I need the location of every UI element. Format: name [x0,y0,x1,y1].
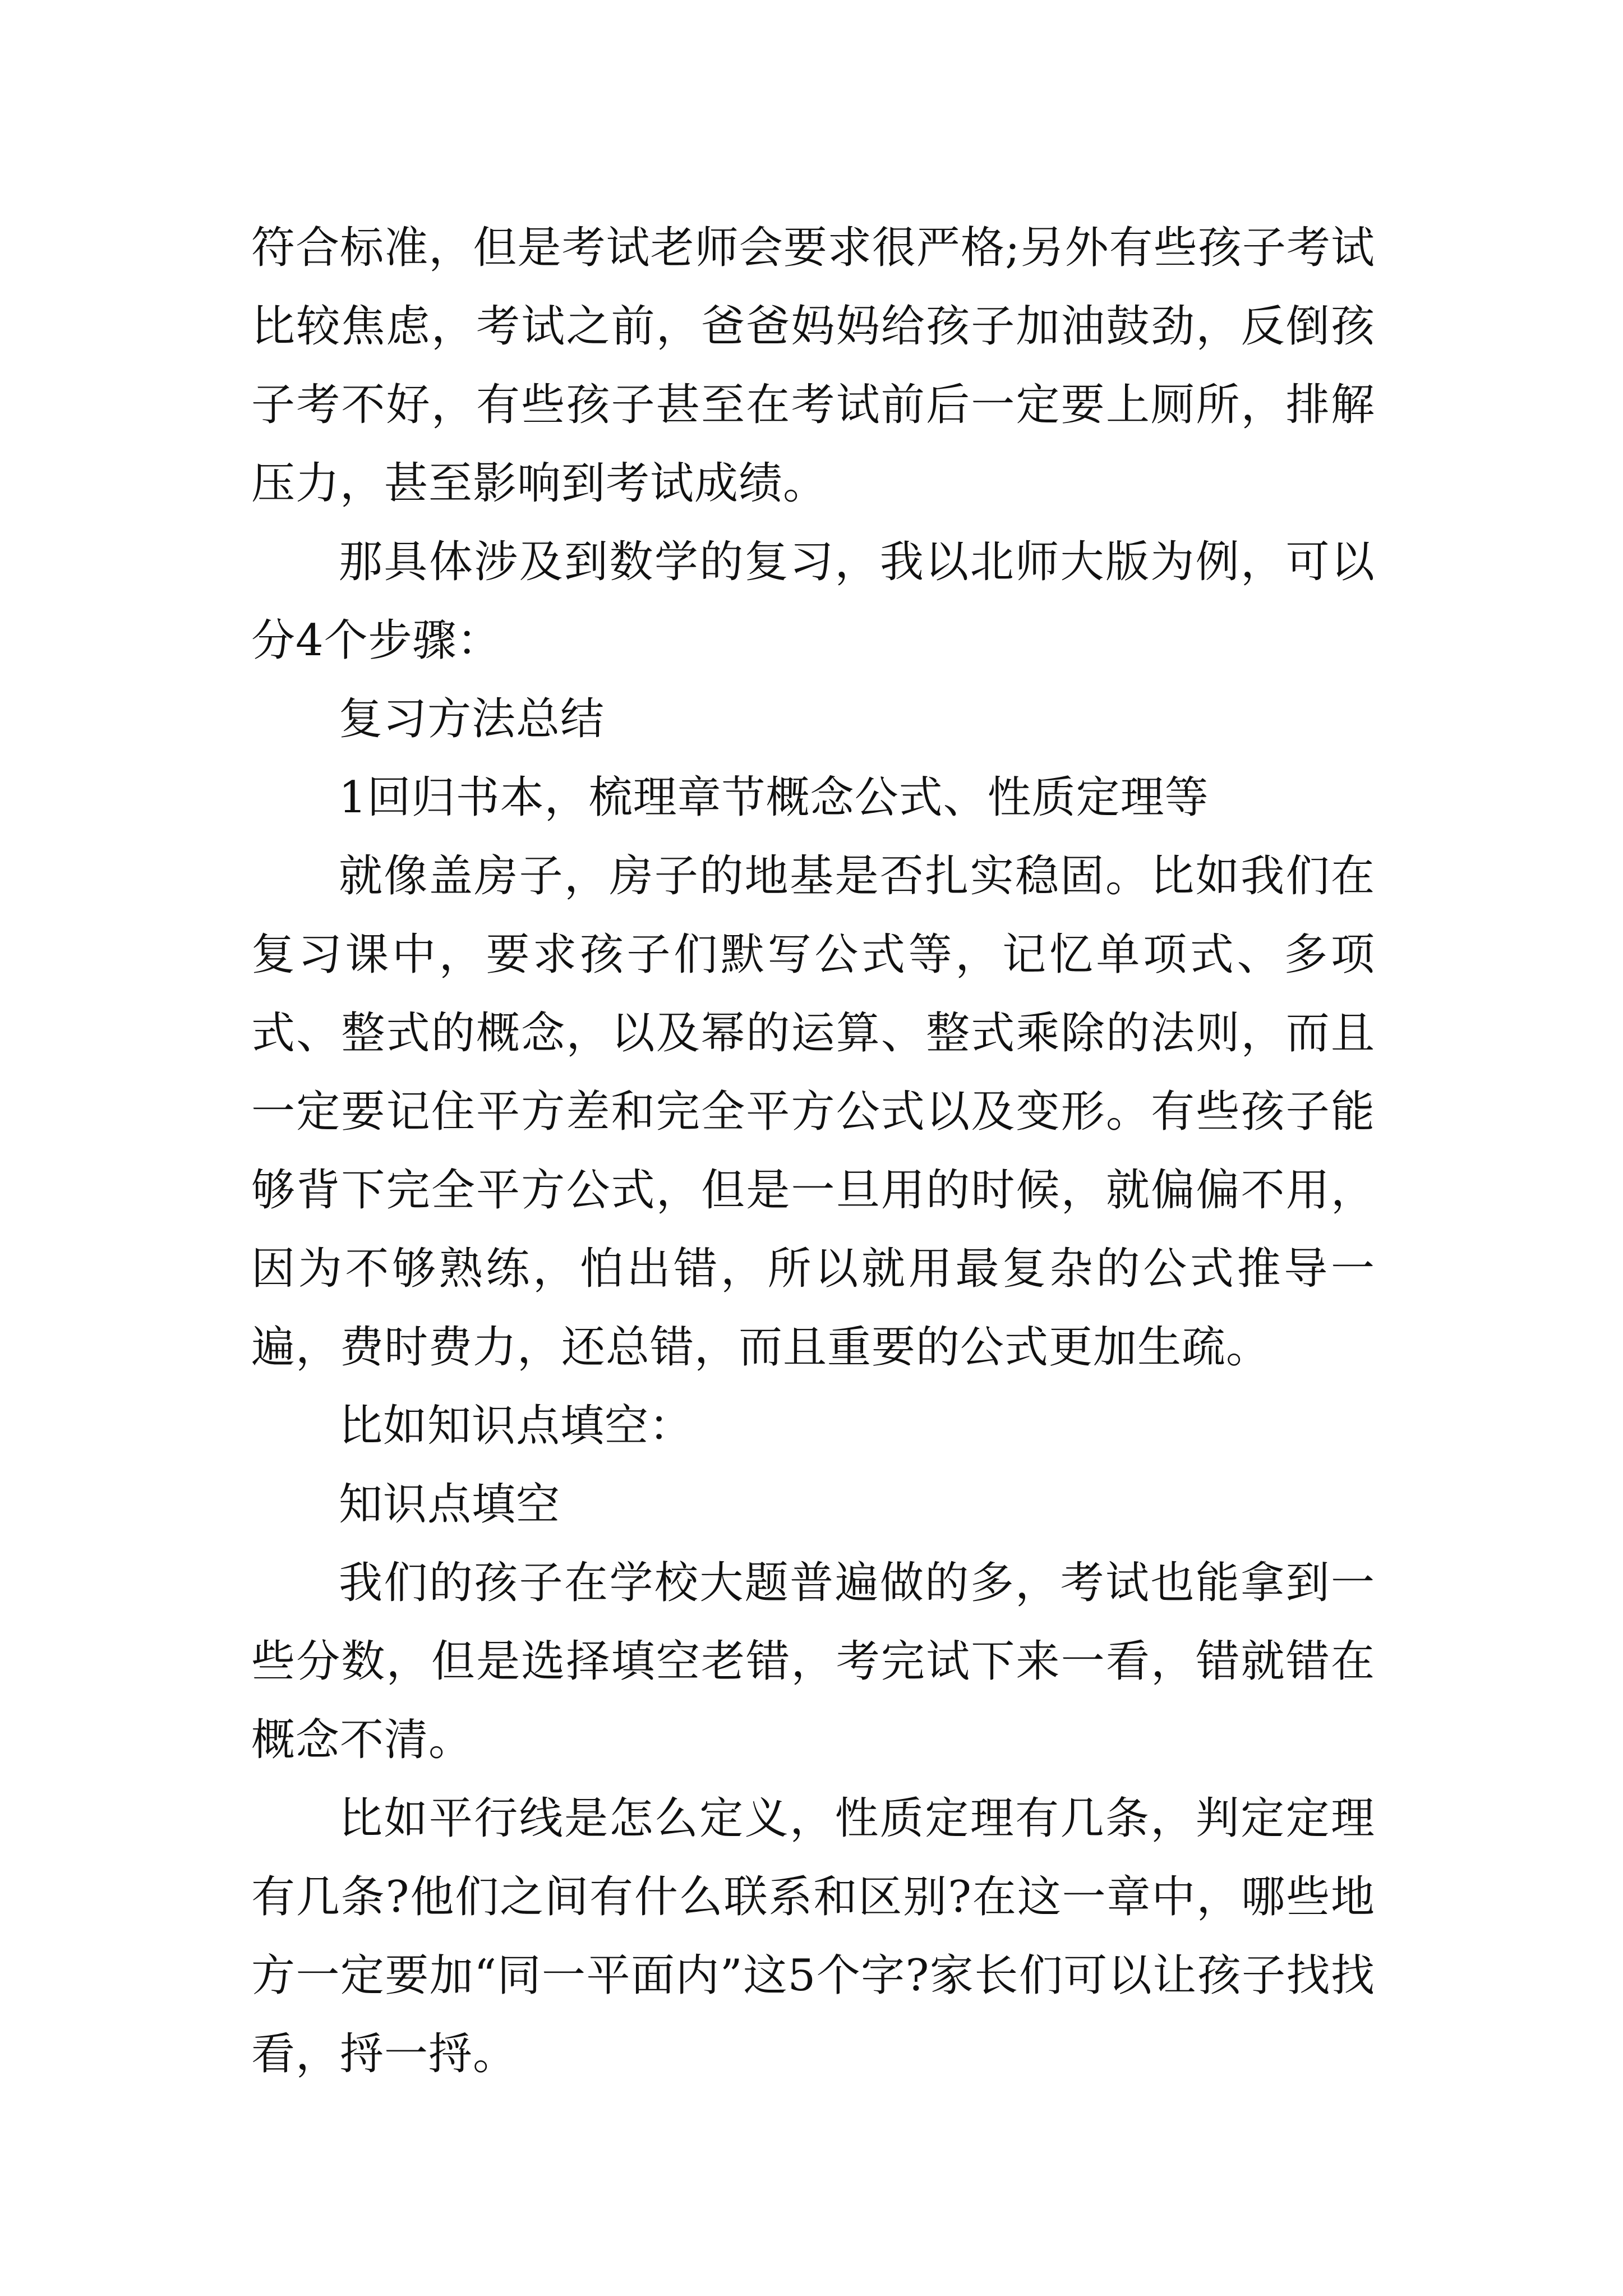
paragraph-foundation-formulas: 就像盖房子，房子的地基是否扎实稳固。比如我们在复习课中，要求孩子们默写公式等，记忆单项式、多项式、整式的概念，以及幂的运算、整式乘除的法则，而且一定要记住平方差和完全平方公式以及变形。有些孩子能够背下完全平方公式，但是一旦用的时候，就偏偏不用，因为不够熟练，怕出错，所以就用最复杂的公式推导一遍，费时费力，还总错，而且重要的公式更加生疏。 [251,851,1375,1373]
document-body [251,209,1375,2093]
paragraph-concept-errors: 我们的孩子在学校大题普遍做的多，考试也能拿到一些分数，但是选择填空老错，考完试下来一看，错就错在概念不清。 [251,1558,1375,1765]
paragraph-exam-anxiety: 符合标准，但是考试老师会要求很严格;另外有些孩子考试比较焦虑，考试之前，爸爸妈妈给孩子加油鼓劲，反倒孩子考不好，有些孩子甚至在考试前后一定要上厕所，排解压力，甚至影响到考试成绩。 [251,223,1375,509]
paragraph-knowledge-fill-example: 比如知识点填空： [339,1401,694,1451]
heading-review-method-summary: 复习方法总结 [339,694,605,744]
paragraph-parallel-lines-example: 比如平行线是怎么定义，性质定理有几条，判定定理有几条?他们之间有什么联系和区别?在这一章中，哪些地方一定要加“同一平面内”这5个字?家长们可以让孩子找找看，捋一捋。 [251,1793,1375,2079]
heading-knowledge-fill: 知识点填空 [339,1479,561,1530]
paragraph-review-steps-intro: 那具体涉及到数学的复习，我以北师大版为例，可以分4个步骤： [251,537,1375,666]
heading-step-1-return-to-textbook: 1回归书本，梳理章节概念公式、性质定理等 [339,772,1209,823]
